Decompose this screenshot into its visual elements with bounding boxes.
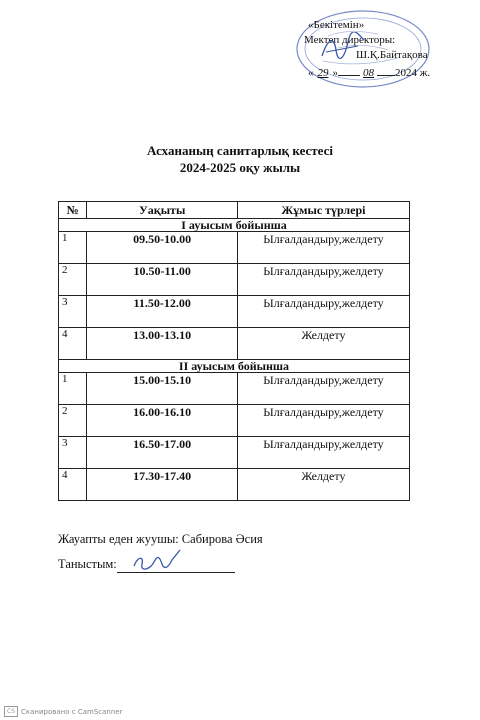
row-time: 11.50-12.00 (87, 296, 238, 328)
row-time: 13.00-13.10 (87, 328, 238, 360)
date-day: 29 (317, 67, 329, 79)
header-work: Жұмыс түрлері (237, 202, 409, 219)
date-open: « (308, 67, 314, 79)
approval-header: «Бекітемін» (308, 19, 365, 31)
sanitary-schedule-table (58, 201, 410, 501)
header-num: № (59, 202, 87, 219)
row-work: Желдету (237, 469, 409, 501)
academic-year: 2024-2025 оқу жылы (179, 160, 301, 175)
row-time: 16.50-17.00 (87, 437, 238, 469)
row-time: 17.30-17.40 (87, 469, 238, 501)
date-year: 2024 ж. (395, 67, 431, 79)
table-row (59, 373, 410, 405)
row-num: 3 (59, 437, 87, 469)
row-num: 1 (59, 373, 87, 405)
row-time: 09.50-10.00 (87, 232, 238, 264)
responsible-person: Жауапты еден жуушы: Сабирова Әсия (58, 532, 263, 546)
shift-2-heading (59, 360, 410, 373)
table-row (59, 328, 410, 360)
shift-2-label: II ауысым бойынша (59, 360, 410, 373)
shift-1-heading (59, 219, 410, 232)
header-time: Уақыты (87, 202, 238, 219)
row-num: 3 (59, 296, 87, 328)
row-num: 4 (59, 469, 87, 501)
row-work: Ылғалдандыру,желдету (237, 405, 409, 437)
table-row (59, 437, 410, 469)
row-time: 16.00-16.10 (87, 405, 238, 437)
approval-date (308, 66, 430, 81)
scanner-footer-text: Сканировано с CamScanner (21, 707, 123, 716)
row-num: 4 (59, 328, 87, 360)
date-month: 08 (363, 67, 374, 79)
signature-line (117, 572, 235, 573)
row-work: Ылғалдандыру,желдету (237, 296, 409, 328)
date-close: » (332, 67, 338, 79)
camscanner-logo-icon: CS (4, 706, 18, 717)
table-header-row (59, 202, 410, 219)
table-row (59, 469, 410, 501)
approval-role: Мектеп директоры: (304, 34, 396, 46)
table-row (59, 264, 410, 296)
row-num: 2 (59, 405, 87, 437)
approval-name: Ш.Қ.Байтақова (356, 49, 428, 61)
acknowledged-label: Таныстым: (58, 557, 117, 571)
document-title: Асхананың санитарлық кестесі (147, 143, 333, 158)
row-time: 10.50-11.00 (87, 264, 238, 296)
table-row (59, 232, 410, 264)
table-row (59, 296, 410, 328)
scanner-footer (4, 706, 122, 717)
row-work: Ылғалдандыру,желдету (237, 264, 409, 296)
row-time: 15.00-15.10 (87, 373, 238, 405)
table-row (59, 405, 410, 437)
row-num: 1 (59, 232, 87, 264)
row-work: Ылғалдандыру,желдету (237, 232, 409, 264)
shift-1-label: I ауысым бойынша (59, 219, 410, 232)
row-work: Ылғалдандыру,желдету (237, 437, 409, 469)
row-num: 2 (59, 264, 87, 296)
row-work: Желдету (237, 328, 409, 360)
row-work: Ылғалдандыру,желдету (237, 373, 409, 405)
